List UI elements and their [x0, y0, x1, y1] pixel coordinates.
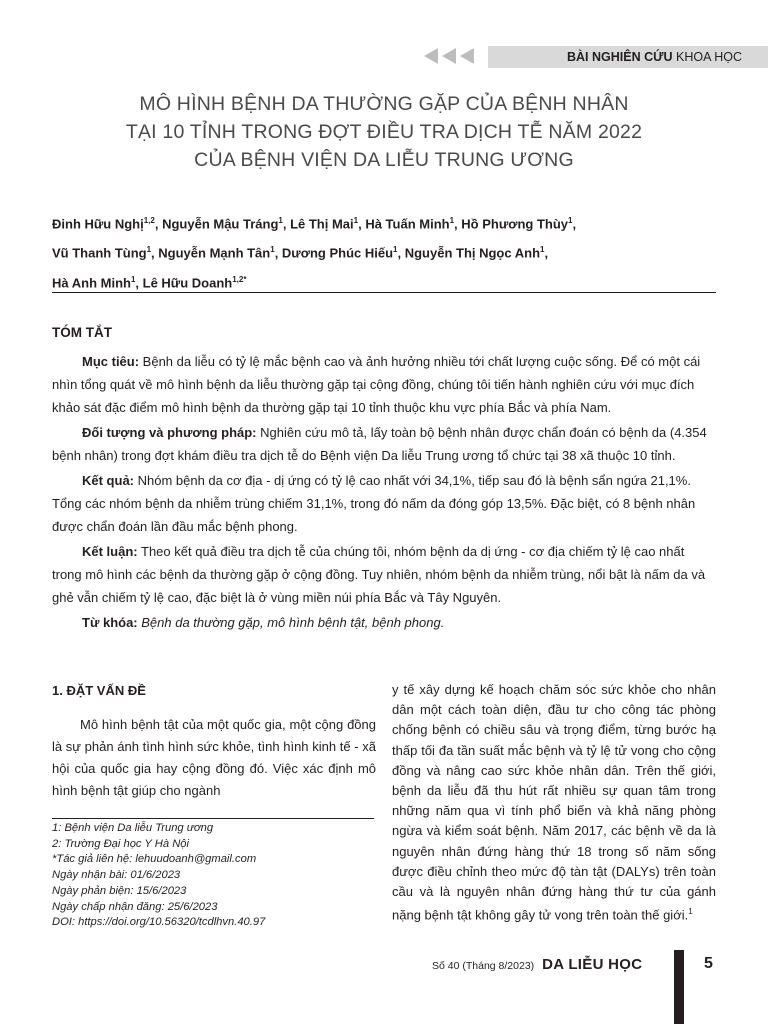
author-name: Nguyễn Mậu Tráng — [162, 216, 279, 232]
section-heading: 1. ĐẶT VẤN ĐỀ — [52, 683, 146, 698]
journal-name: DA LIỄU HỌC — [542, 956, 643, 973]
author-separator: , — [282, 216, 291, 232]
abstract-body — [52, 350, 716, 636]
title-line-2: TẠI 10 TỈNH TRONG ĐỢT ĐIỀU TRA DỊCH TỄ NĂM 2022 — [125, 121, 643, 143]
author-affiliation: 1 — [540, 245, 545, 255]
intro-paragraph-left: Mô hình bệnh tật của một quốc gia, một cộng đồng là sự phản ánh tình hình sức khỏe, tình hình kinh tế - xã hội của quốc gia hay cộng đồng đó. Việc xác định mô hình bệnh tật giúp cho ngành — [52, 717, 376, 798]
author-affiliation: 1 — [449, 216, 455, 225]
author-affiliation: 1 — [393, 245, 398, 255]
methods-label: Đối tượng và phương pháp: — [82, 425, 257, 440]
author-name: Đinh Hữu Nghị — [52, 216, 144, 232]
right-column — [392, 680, 716, 926]
section-header — [488, 46, 768, 68]
footnote-corresponding: *Tác giả liên hệ: lehuudoanh@gmail.com — [52, 853, 257, 866]
arrow-left-icon — [424, 48, 438, 64]
author-name: Hà Tuấn Minh — [365, 216, 450, 232]
footnote-divider — [52, 818, 374, 819]
keywords-text: Bệnh da thường gặp, mô hình bệnh tật, bệnh phong. — [137, 615, 445, 630]
title-line-1: MÔ HÌNH BỆNH DA THƯỜNG GẶP CỦA BỆNH NHÂN — [139, 93, 629, 115]
author-affiliation: 1,2* — [232, 274, 247, 284]
footnote-reviewed: Ngày phản biện: 15/6/2023 — [52, 884, 187, 897]
author-name: Vũ Thanh Tùng — [52, 245, 147, 261]
objective-text: Bệnh da liễu có tỷ lệ mắc bệnh cao và ảnh hưởng nhiều tới chất lượng cuộc sống. Để có một cái nhìn tổng quát về mô hình bệnh da liễu thường gặp tại cộng đồng, chúng tôi tiến hành nghiên cứu với mục đích khảo sát đặc điểm mô hình bệnh da thường gặp tại 10 tỉnh thuộc khu vực phía Bắc và phía Nam. — [52, 354, 701, 415]
author-affiliation: 1 — [568, 216, 573, 225]
results-label: Kết quả: — [82, 473, 134, 488]
author-list — [52, 208, 732, 296]
objective-label: Mục tiêu: — [82, 354, 140, 369]
footnote-accepted: Ngày chấp nhận đăng: 25/6/2023 — [52, 900, 218, 913]
author-name: Lê Hữu Doanh — [142, 274, 233, 290]
footnotes — [52, 821, 376, 931]
page-number: 5 — [704, 955, 713, 972]
keywords-label: Từ khóa: — [82, 615, 138, 630]
author-affiliation: 1 — [270, 245, 275, 255]
author-name: Nguyễn Mạnh Tân — [158, 245, 271, 261]
author-name: Lê Thị Mai — [290, 216, 354, 232]
author-separator: , — [274, 245, 282, 261]
author-divider — [52, 292, 716, 293]
author-affiliation: 1 — [278, 216, 283, 225]
footer-bar — [674, 950, 684, 1024]
intro-paragraph-right — [392, 680, 716, 926]
author-separator: , — [358, 216, 366, 232]
footnote-affiliation-1: 1: Bệnh viện Da liễu Trung ương — [52, 822, 214, 834]
abstract-objective — [52, 350, 716, 419]
conclusion-label: Kết luận: — [82, 544, 138, 559]
results-text: Nhóm bệnh da cơ địa - dị ứng có tỷ lệ cao nhất với 34,1%, tiếp sau đó là bệnh sẩn ngứa 21,1%. Tổng các nhóm bệnh da nhiễm trùng chiếm 31,1%, trong đó nấm da đóng góp 13,5%. Đặc biệt, có 8 bệnh nhân được chẩn đoán lần đầu mắc bệnh phong. — [52, 473, 696, 534]
intro-text-right: y tế xây dựng kế hoạch chăm sóc sức khỏe cho nhân dân một cách toàn diện, đầu tư cho công tác phòng chống bệnh có chiều sâu và trọng điểm, từng bước hạ thấp tối đa tần suất mắc bệnh và tỷ lệ tử vong cho cộng đồng và nâng cao sức khỏe nhân dân. Trên thế giới, bệnh da liễu đã thu hút rất nhiều sự quan tâm trong những năm qua vì tính phổ biến và khả năng phòng ngừa và kiểm soát bệnh. Năm 2017, các bệnh về da là nguyên nhân đứng hàng thứ 18 trong số năm sống được điều chỉnh theo mức độ tàn tật (DALYs) trên toàn cầu và là nguyên nhân đứng hàng thứ tư của gánh nặng bệnh tật không gây tử vong trên toàn thế giới. — [392, 682, 716, 923]
author-affiliation: 1 — [353, 216, 359, 225]
author-line-2 — [52, 237, 732, 266]
author-name: Nguyễn Thị Ngọc Anh — [404, 245, 541, 261]
author-affiliation: 1 — [146, 245, 152, 255]
author-separator: , — [151, 245, 159, 261]
author-line-1 — [52, 208, 732, 237]
left-column — [52, 680, 376, 802]
abstract-heading: TÓM TẮT — [52, 325, 112, 340]
author-separator: , — [572, 216, 577, 232]
footnote-affiliation-2: 2: Trường Đại học Y Hà Nội — [52, 837, 189, 850]
issue-info: Số 40 (Tháng 8/2023) — [432, 960, 535, 972]
author-name: Hà Anh Minh — [52, 274, 131, 290]
page-footer — [432, 956, 642, 976]
section-label-rest: KHOA HỌC — [676, 50, 742, 64]
author-separator: , — [397, 245, 405, 261]
abstract-methods — [52, 421, 716, 467]
author-affiliation: 1,2 — [143, 216, 155, 225]
section-label-bold: BÀI NGHIÊN CỨU — [567, 50, 673, 64]
reference-marker: 1 — [688, 907, 693, 917]
author-separator: , — [454, 216, 462, 232]
arrow-left-icon — [442, 48, 456, 64]
author-affiliation: 1 — [130, 274, 136, 284]
article-title — [40, 90, 728, 174]
author-name: Dương Phúc Hiếu — [281, 245, 394, 261]
header-arrows — [424, 48, 474, 66]
title-line-3: CỦA BỆNH VIỆN DA LIỄU TRUNG ƯƠNG — [194, 149, 574, 171]
author-separator: , — [154, 216, 163, 232]
abstract-keywords — [52, 611, 716, 634]
author-name: Hồ Phương Thùy — [461, 216, 569, 232]
arrow-left-icon — [460, 48, 474, 64]
abstract-conclusion — [52, 540, 716, 609]
conclusion-text: Theo kết quả điều tra dịch tễ của chúng tôi, nhóm bệnh da dị ứng - cơ địa chiếm tỷ lệ cao nhất trong mô hình các bệnh da thường gặp ở cộng đồng. Tuy nhiên, nhóm bệnh da nhiễm trùng, nổi bật là nấm da và ghẻ vẫn chiếm tỷ lệ cao, đặc biệt là ở vùng miền núi phía Bắc và Tây Nguyên. — [52, 544, 706, 605]
author-separator: , — [135, 274, 143, 290]
footnote-received: Ngày nhận bài: 01/6/2023 — [52, 869, 181, 882]
abstract-results — [52, 469, 716, 538]
author-separator: , — [544, 245, 549, 261]
footnote-doi: DOI: https://doi.org/10.56320/tcdlhvn.40.97 — [52, 916, 266, 929]
methods-text: Nghiên cứu mô tả, lấy toàn bộ bệnh nhân được chẩn đoán có bệnh da (4.354 bệnh nhân) trong đợt khám điều tra dịch tễ do Bệnh viện Da liễu Trung ương tổ chức tại 38 xã thuộc 10 tỉnh. — [52, 425, 707, 463]
